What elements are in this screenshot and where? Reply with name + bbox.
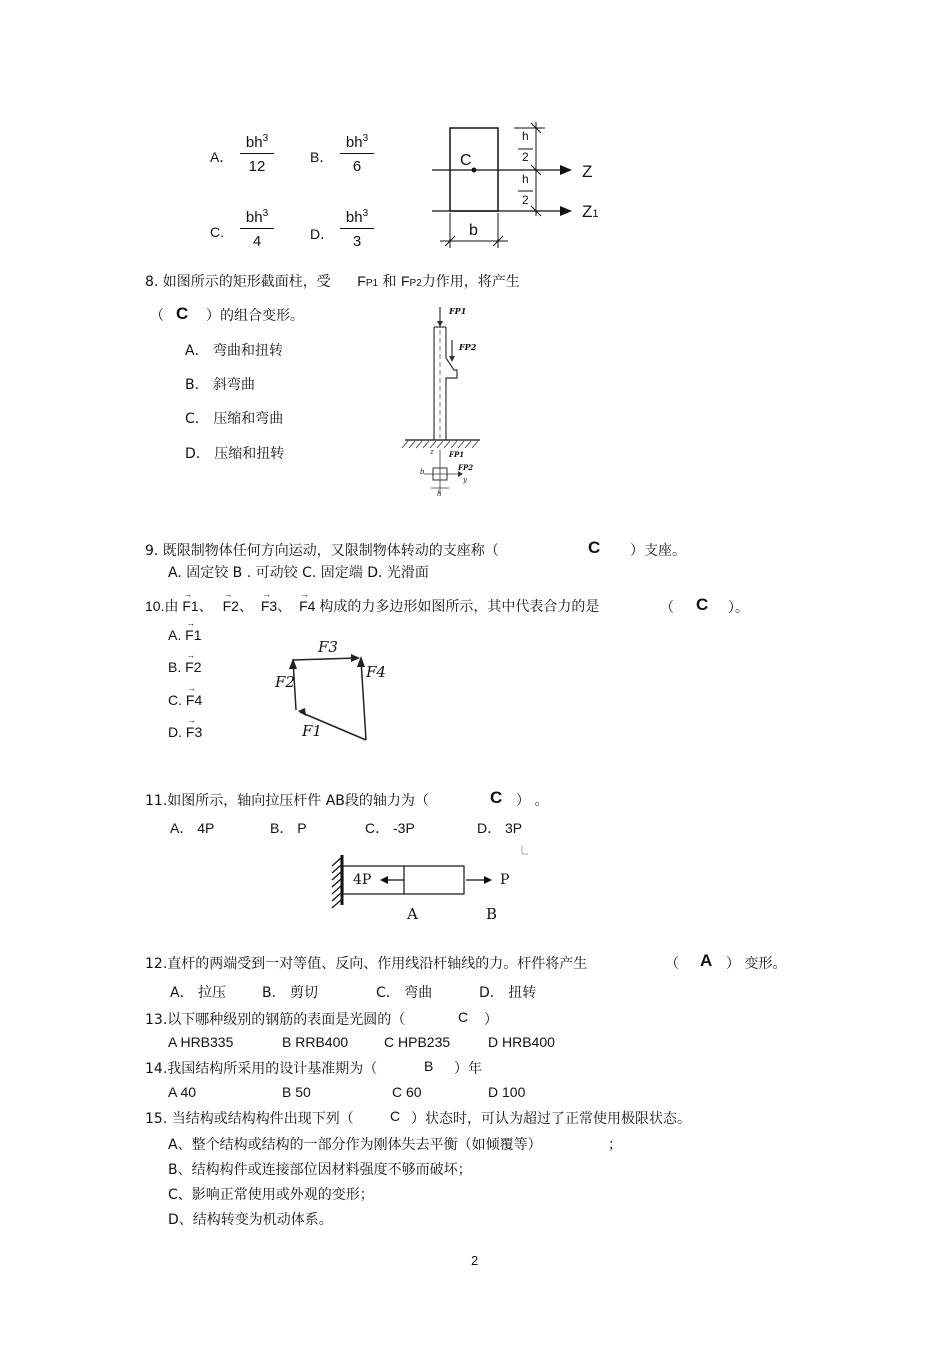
q8-fig-fp2-b: FP2 xyxy=(458,463,474,472)
q14-option-a: A 40 xyxy=(168,1084,197,1100)
q15-answer: C xyxy=(390,1108,401,1124)
q10-option-d: D. → F3 xyxy=(168,724,202,740)
q7-h-lower-den: 2 xyxy=(522,193,529,207)
q8-fig-fp1: FP1 xyxy=(449,306,467,316)
q10-paren: （ xyxy=(660,600,674,616)
q8-answer: C xyxy=(176,304,189,323)
q7-option-b-fraction: $\frac{bh^3}{6}$ xyxy=(340,133,374,175)
q15-tail: ）状态时，可认为超过了正常使用极限状态。 xyxy=(411,1111,691,1127)
q11-option-a: A． 4P xyxy=(170,820,215,836)
q14-option-d: D 100 xyxy=(488,1084,526,1100)
q7-h-upper: h xyxy=(522,129,529,143)
q8-fig-b: b xyxy=(420,468,425,476)
q10-fig-f3: F3 xyxy=(318,638,338,656)
q11-question: 11.如图所示，轴向拉压杆件 AB段的轴力为（ xyxy=(145,793,429,809)
q12-question: 12.直杆的两端受到一对等值、反向、作用线沿杆轴线的力。杆件将产生 xyxy=(145,956,588,972)
q7-option-d-label: D． xyxy=(310,226,335,242)
q8-option-d: D． 压缩和扭转 xyxy=(185,446,285,462)
q13-answer: C xyxy=(458,1009,469,1025)
q7-option-b-label: B． xyxy=(310,149,334,165)
q8-fig-h: h xyxy=(437,490,442,498)
q10-answer: C xyxy=(696,595,709,614)
q15-option-c: C、影响正常使用或外观的变形； xyxy=(168,1187,374,1203)
q14-tail: ）年 xyxy=(454,1061,482,1077)
q7-option-d-fraction: $\frac{bh^3}{3}$ xyxy=(340,208,374,250)
q14-question: 14.我国结构所采用的设计基准期为（ xyxy=(145,1061,378,1077)
q13-option-c: C HPB235 xyxy=(384,1034,451,1050)
q7-h-upper-den: 2 xyxy=(522,150,529,164)
q10-option-b: B. → F2 xyxy=(168,659,201,675)
q12-tail: ） 变形。 xyxy=(726,956,787,972)
q11-answer: C xyxy=(490,788,503,807)
q12-option-c: C． 弯曲 xyxy=(376,985,433,1001)
q14-answer: B xyxy=(424,1058,434,1074)
q7-option-c-fraction: $\frac{bh^3}{4}$ xyxy=(240,208,274,250)
q7-z-axis-label: Z xyxy=(582,162,593,181)
q11-fig-point-b: B xyxy=(486,905,498,923)
q8-fig-y: y xyxy=(463,476,467,484)
q12-option-a: A． 拉压 xyxy=(170,985,227,1001)
q11-option-c: C． -3P xyxy=(365,820,415,836)
q7-centroid-label: C xyxy=(460,152,472,169)
q15-option-a-semicolon: ； xyxy=(608,1137,622,1153)
q9-options: A. 固定铰 B . 可动铰 C. 固定端 D. 光滑面 xyxy=(168,565,429,581)
q15-option-a: A、整个结构或结构的一部分作为刚体失去平衡（如倾覆等） xyxy=(168,1137,542,1153)
q8-option-c: C． 压缩和弯曲 xyxy=(185,411,284,427)
q10-question: 10.由 → F1、 → F2、 → F3、 → F4 构成的力多边形如图所示，其中代表合力的是 xyxy=(145,596,599,616)
q8-fig-z: z xyxy=(430,448,434,456)
q7-z1-axis-label: Z1 xyxy=(582,202,599,221)
q8-paren-open: （ xyxy=(150,308,164,324)
q11-fig-force-right: P xyxy=(500,872,510,888)
q15-option-d: D、结构转变为机动体系。 xyxy=(168,1212,333,1228)
q10-fig-f2: F2 xyxy=(275,673,295,691)
q8-question: 8. 如图所示的矩形截面柱，受 FP1 和 FP2力作用，将产生 xyxy=(145,273,520,290)
q14-option-c: C 60 xyxy=(392,1084,422,1100)
q12-option-d: D． 扭转 xyxy=(479,985,537,1001)
q9-answer: C xyxy=(588,538,601,557)
q8-question-line2: ）的组合变形。 xyxy=(206,308,304,324)
q8-option-b: B． 斜弯曲 xyxy=(185,377,256,393)
q12-option-b: B． 剪切 xyxy=(262,985,319,1001)
q12-paren: （ xyxy=(665,956,679,972)
q15-option-b: B、结构构件或连接部位因材料强度不够而破坏； xyxy=(168,1162,472,1178)
q11-fig-point-a: A xyxy=(407,905,418,923)
q10-option-c: C. → F4 xyxy=(168,692,202,708)
page-number: 2 xyxy=(471,1253,479,1268)
q10-fig-f1: F1 xyxy=(302,722,322,740)
q13-option-a: A HRB335 xyxy=(168,1034,234,1050)
q11-option-d: D． 3P xyxy=(477,820,523,836)
q14-option-b: B 50 xyxy=(282,1084,311,1100)
q7-option-c-label: C. xyxy=(210,224,224,240)
q11-option-b: B． P xyxy=(270,820,307,836)
q13-question: 13.以下哪种级别的钢筋的表面是光圆的（ xyxy=(145,1012,406,1028)
q8-fig-fp1-b: FP1 xyxy=(449,450,465,459)
q8-fig-fp2: FP2 xyxy=(459,342,477,352)
q9-tail: ）支座。 xyxy=(630,543,686,559)
q11-fig-force-left: 4P xyxy=(353,872,372,888)
q10-tail: ）。 xyxy=(728,600,749,616)
q13-option-d: D HRB400 xyxy=(488,1034,555,1050)
q13-option-b: B RRB400 xyxy=(282,1034,349,1050)
q15-question: 15. 当结构或结构构件出现下列（ xyxy=(145,1111,354,1127)
q10-fig-f4: F4 xyxy=(366,663,386,681)
q8-option-a: A． 弯曲和扭转 xyxy=(185,343,284,359)
q7-b-dim-label: b xyxy=(469,222,478,239)
q7-h-lower: h xyxy=(522,172,529,186)
q13-tail: ） xyxy=(484,1012,498,1028)
q7-option-a-fraction: $\frac{bh^3}{12}$ xyxy=(240,133,274,175)
q7-option-a-label: A． xyxy=(210,149,234,165)
q10-option-a: A. → F1 xyxy=(168,627,201,643)
q11-tail: ） 。 xyxy=(516,793,549,809)
q9-question: 9. 既限制物体任何方向运动，又限制物体转动的支座称（ xyxy=(145,543,499,559)
q12-answer: A xyxy=(700,951,713,970)
